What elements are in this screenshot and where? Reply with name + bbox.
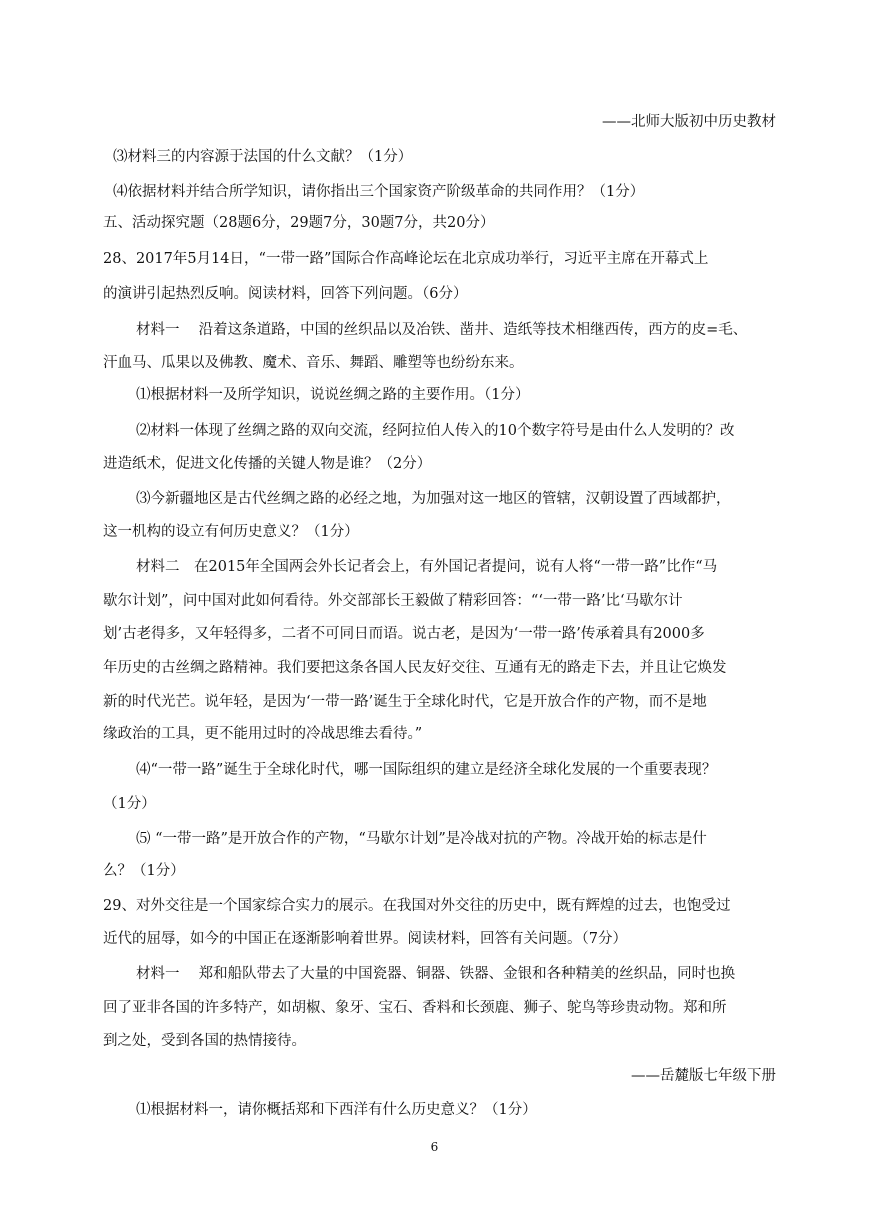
question-28-3: ⑶今新疆地区是古代丝绸之路的必经之地，为加强对这一地区的管辖，汉朝设置了西域都护， bbox=[136, 491, 731, 507]
material-paragraph: 到之处，受到各国的热情接待。 bbox=[103, 1033, 306, 1049]
question-28-intro: 28、2017年5月14日，“一带一路”国际合作高峰论坛在北京成功举行，习近平主席在开幕式上 bbox=[103, 251, 709, 267]
question-29-intro: 近代的屈辱，如今的中国正在逐渐影响着世界。阅读材料，回答有关问题。（7分） bbox=[103, 931, 627, 947]
question-28-1: ⑴根据材料一及所学知识，说说丝绸之路的主要作用。（1分） bbox=[136, 387, 530, 403]
question-28-4: （1分） bbox=[103, 796, 156, 812]
question-28-2: 进造纸术，促进文化传播的关键人物是谁？（2分） bbox=[103, 456, 432, 472]
question-28-2: ⑵材料一体现了丝绸之路的双向交流，经阿拉伯人传入的10个数字符号是由什么人发明的？改 bbox=[136, 423, 735, 439]
material-paragraph: 材料一 沿着这条道路，中国的丝织品以及冶铁、凿井、造纸等技术相继西传，西方的皮=毛、 bbox=[136, 322, 748, 338]
question-28-3: 这一机构的设立有何历史意义？（1分） bbox=[103, 524, 359, 540]
material-paragraph: 划’古老得多，又年轻得多，二者不可同日而语。说古老，是因为‘一带一路’传承着具有2000多 bbox=[103, 626, 705, 642]
question-29-intro: 29、对外交往是一个国家综合实力的展示。在我国对外交往的历史中，既有辉煌的过去，也饱受过 bbox=[103, 898, 731, 914]
question-27-3: ⑶材料三的内容源于法国的什么文献？（1分） bbox=[113, 149, 413, 165]
question-28-5: ⑸ “一带一路”是开放合作的产物，“马歇尔计划”是冷战对抗的产物。冷战开始的标志是什 bbox=[136, 831, 707, 847]
material-paragraph: 材料二 在2015年全国两会外长记者会上，有外国记者提问，说有人将“一带一路”比作“马 bbox=[136, 559, 718, 575]
section-title: 五、活动探究题（28题6分，29题7分，30题7分，共20分） bbox=[103, 215, 495, 231]
question-28-intro: 的演讲引起热烈反响。阅读材料，回答下列问题。（6分） bbox=[103, 286, 468, 302]
source-citation: ——岳麓版七年级下册 bbox=[631, 1068, 776, 1084]
material-paragraph: 歇尔计划”，问中国对此如何看待。外交部部长王毅做了精彩回答：“‘一带一路’比‘马歇尔计 bbox=[103, 593, 683, 609]
question-28-5: 么？（1分） bbox=[103, 863, 185, 879]
material-paragraph: 汗血马、瓜果以及佛教、魔术、音乐、舞蹈、雕塑等也纷纷东来。 bbox=[103, 355, 524, 371]
material-paragraph: 回了亚非各国的许多特产，如胡椒、象牙、宝石、香料和长颈鹿、狮子、鸵鸟等珍贵动物。郑和所 bbox=[103, 1000, 727, 1016]
source-citation: ——北师大版初中历史教材 bbox=[602, 114, 776, 130]
material-paragraph: 材料一 郑和船队带去了大量的中国瓷器、铜器、铁器、金银和各种精美的丝织品，同时也换 bbox=[136, 966, 736, 982]
material-paragraph: 缘政治的工具，更不能用过时的冷战思维去看待。” bbox=[103, 726, 423, 742]
question-28-4: ⑷“一带一路”诞生于全球化时代，哪一国际组织的建立是经济全球化发展的一个重要表现？ bbox=[136, 762, 717, 778]
question-29-1: ⑴根据材料一，请你概括郑和下西洋有什么历史意义？（1分） bbox=[136, 1102, 537, 1118]
page-number: 6 bbox=[430, 1140, 439, 1154]
question-27-4: ⑷依据材料并结合所学知识，请你指出三个国家资产阶级革命的共同作用？（1分） bbox=[113, 184, 645, 200]
material-paragraph: 年历史的古丝绸之路精神。我们要把这条各国人民友好交往、互通有无的路走下去，并且让它焕发 bbox=[103, 660, 727, 676]
material-paragraph: 新的时代光芒。说年轻，是因为‘一带一路’诞生于全球化时代，它是开放合作的产物，而不是地 bbox=[103, 694, 707, 710]
